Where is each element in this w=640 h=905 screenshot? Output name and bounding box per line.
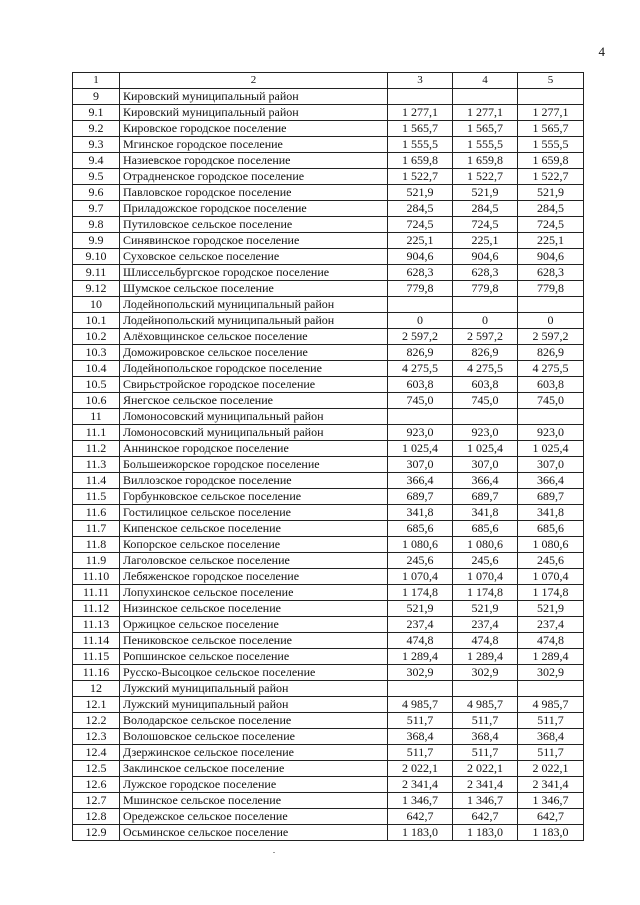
- scan-speck: [273, 852, 275, 853]
- row-col4-cell: 1 346,7: [453, 793, 518, 809]
- row-col5-cell: 245,6: [518, 553, 584, 569]
- row-col4-cell: 1 565,7: [453, 121, 518, 137]
- row-name-cell: Кировское городское поселение: [120, 121, 388, 137]
- row-col5-cell: 368,4: [518, 729, 584, 745]
- row-col4-cell: 689,7: [453, 489, 518, 505]
- row-col3-cell: 1 346,7: [388, 793, 453, 809]
- row-col5-cell: [518, 297, 584, 313]
- row-col4-cell: 511,7: [453, 745, 518, 761]
- row-col5-cell: 642,7: [518, 809, 584, 825]
- row-col5-cell: 904,6: [518, 249, 584, 265]
- table-row: [73, 601, 584, 617]
- row-col3-cell: [388, 297, 453, 313]
- row-col3-cell: 1 174,8: [388, 585, 453, 601]
- table-row: [73, 329, 584, 345]
- row-col5-cell: [518, 409, 584, 425]
- row-number-cell: 9.11: [73, 265, 120, 281]
- row-col3-cell: 1 659,8: [388, 153, 453, 169]
- row-name-cell: Алёховщинское сельское поселение: [120, 329, 388, 345]
- row-number-cell: 10: [73, 297, 120, 313]
- row-col5-cell: 2 597,2: [518, 329, 584, 345]
- row-col5-cell: 0: [518, 313, 584, 329]
- table-row: [73, 281, 584, 297]
- row-col5-cell: 628,3: [518, 265, 584, 281]
- row-name-cell: Кировский муниципальный район: [120, 105, 388, 121]
- row-col5-cell: 341,8: [518, 505, 584, 521]
- row-col4-cell: 1 025,4: [453, 441, 518, 457]
- row-col5-cell: 511,7: [518, 713, 584, 729]
- row-col3-cell: 1 277,1: [388, 105, 453, 121]
- row-number-cell: 12.7: [73, 793, 120, 809]
- row-name-cell: Янегское сельское поселение: [120, 393, 388, 409]
- row-number-cell: 11.6: [73, 505, 120, 521]
- row-col5-cell: 826,9: [518, 345, 584, 361]
- row-number-cell: 12.8: [73, 809, 120, 825]
- table-row: [73, 217, 584, 233]
- row-col3-cell: 4 985,7: [388, 697, 453, 713]
- row-name-cell: Шлиссельбургское городское поселение: [120, 265, 388, 281]
- row-col3-cell: 307,0: [388, 457, 453, 473]
- row-name-cell: Волошовское сельское поселение: [120, 729, 388, 745]
- row-number-cell: 12.1: [73, 697, 120, 713]
- row-col3-cell: 1 565,7: [388, 121, 453, 137]
- row-col4-cell: 237,4: [453, 617, 518, 633]
- row-col5-cell: 1 025,4: [518, 441, 584, 457]
- row-col4-cell: 474,8: [453, 633, 518, 649]
- table-row: [73, 345, 584, 361]
- row-col5-cell: 225,1: [518, 233, 584, 249]
- data-table: [72, 72, 584, 841]
- row-col3-cell: 779,8: [388, 281, 453, 297]
- row-name-cell: Лужский муниципальный район: [120, 681, 388, 697]
- row-number-cell: 9.5: [73, 169, 120, 185]
- row-number-cell: 11.5: [73, 489, 120, 505]
- row-col5-cell: 689,7: [518, 489, 584, 505]
- row-col3-cell: 603,8: [388, 377, 453, 393]
- row-col3-cell: 724,5: [388, 217, 453, 233]
- row-name-cell: Свирьстройское городское поселение: [120, 377, 388, 393]
- row-col4-cell: 603,8: [453, 377, 518, 393]
- row-col3-cell: 689,7: [388, 489, 453, 505]
- row-col3-cell: 511,7: [388, 713, 453, 729]
- row-col5-cell: 1 070,4: [518, 569, 584, 585]
- row-col5-cell: [518, 681, 584, 697]
- row-col4-cell: [453, 89, 518, 105]
- row-col4-cell: 341,8: [453, 505, 518, 521]
- row-name-cell: Лебяженское городское поселение: [120, 569, 388, 585]
- row-col4-cell: 2 597,2: [453, 329, 518, 345]
- row-col5-cell: 724,5: [518, 217, 584, 233]
- header-col-2: 2: [120, 73, 388, 89]
- row-col5-cell: 603,8: [518, 377, 584, 393]
- row-col5-cell: 474,8: [518, 633, 584, 649]
- table-row: [73, 457, 584, 473]
- table-row: [73, 537, 584, 553]
- row-col4-cell: 307,0: [453, 457, 518, 473]
- row-col3-cell: 1 070,4: [388, 569, 453, 585]
- row-name-cell: Приладожское городское поселение: [120, 201, 388, 217]
- row-col4-cell: 826,9: [453, 345, 518, 361]
- row-col3-cell: 284,5: [388, 201, 453, 217]
- row-col5-cell: 4 985,7: [518, 697, 584, 713]
- row-col3-cell: 642,7: [388, 809, 453, 825]
- table-row: [73, 633, 584, 649]
- row-col5-cell: 511,7: [518, 745, 584, 761]
- row-col3-cell: 923,0: [388, 425, 453, 441]
- row-number-cell: 11.10: [73, 569, 120, 585]
- table-row: [73, 377, 584, 393]
- row-number-cell: 12.6: [73, 777, 120, 793]
- row-name-cell: Лаголовское сельское поселение: [120, 553, 388, 569]
- row-col5-cell: 1 183,0: [518, 825, 584, 841]
- row-number-cell: 11.16: [73, 665, 120, 681]
- row-col4-cell: 302,9: [453, 665, 518, 681]
- row-number-cell: 12.4: [73, 745, 120, 761]
- row-col4-cell: 366,4: [453, 473, 518, 489]
- row-name-cell: Володарское сельское поселение: [120, 713, 388, 729]
- row-col4-cell: 1 659,8: [453, 153, 518, 169]
- row-name-cell: Лопухинское сельское поселение: [120, 585, 388, 601]
- row-col4-cell: 225,1: [453, 233, 518, 249]
- row-number-cell: 9.4: [73, 153, 120, 169]
- row-col4-cell: 4 985,7: [453, 697, 518, 713]
- row-number-cell: 11.13: [73, 617, 120, 633]
- table-row: [73, 505, 584, 521]
- row-name-cell: Путиловское сельское поселение: [120, 217, 388, 233]
- table-row: [73, 121, 584, 137]
- row-name-cell: Горбунковское сельское поселение: [120, 489, 388, 505]
- row-col4-cell: 1 183,0: [453, 825, 518, 841]
- row-number-cell: 12: [73, 681, 120, 697]
- row-col5-cell: 366,4: [518, 473, 584, 489]
- row-number-cell: 10.3: [73, 345, 120, 361]
- row-name-cell: Русско-Высоцкое сельское поселение: [120, 665, 388, 681]
- row-col3-cell: 341,8: [388, 505, 453, 521]
- row-col5-cell: 284,5: [518, 201, 584, 217]
- table-row: [73, 201, 584, 217]
- row-col3-cell: 302,9: [388, 665, 453, 681]
- row-col4-cell: 1 522,7: [453, 169, 518, 185]
- table-row: [73, 297, 584, 313]
- row-col3-cell: [388, 89, 453, 105]
- table-body: [73, 89, 584, 841]
- row-number-cell: 10.2: [73, 329, 120, 345]
- row-col3-cell: 628,3: [388, 265, 453, 281]
- row-col3-cell: 511,7: [388, 745, 453, 761]
- table-row: [73, 729, 584, 745]
- row-col5-cell: 1 174,8: [518, 585, 584, 601]
- row-col4-cell: [453, 409, 518, 425]
- row-col5-cell: 779,8: [518, 281, 584, 297]
- row-name-cell: Мшинское сельское поселение: [120, 793, 388, 809]
- row-number-cell: 11.12: [73, 601, 120, 617]
- row-col3-cell: 1 080,6: [388, 537, 453, 553]
- row-col5-cell: 1 277,1: [518, 105, 584, 121]
- row-name-cell: Пениковское сельское поселение: [120, 633, 388, 649]
- table-row: [73, 169, 584, 185]
- row-number-cell: 10.4: [73, 361, 120, 377]
- row-col5-cell: 1 565,7: [518, 121, 584, 137]
- row-col4-cell: 745,0: [453, 393, 518, 409]
- row-col3-cell: 745,0: [388, 393, 453, 409]
- row-name-cell: Копорское сельское поселение: [120, 537, 388, 553]
- row-name-cell: Шумское сельское поселение: [120, 281, 388, 297]
- row-number-cell: 9.12: [73, 281, 120, 297]
- row-number-cell: 9.6: [73, 185, 120, 201]
- row-col4-cell: 904,6: [453, 249, 518, 265]
- row-col4-cell: 642,7: [453, 809, 518, 825]
- table-row: [73, 713, 584, 729]
- row-col5-cell: [518, 89, 584, 105]
- row-col3-cell: 521,9: [388, 185, 453, 201]
- row-col5-cell: 307,0: [518, 457, 584, 473]
- row-number-cell: 12.9: [73, 825, 120, 841]
- row-number-cell: 9.1: [73, 105, 120, 121]
- table-row: [73, 553, 584, 569]
- table-row: [73, 569, 584, 585]
- row-name-cell: Кипенское сельское поселение: [120, 521, 388, 537]
- row-name-cell: Лодейнопольское городское поселение: [120, 361, 388, 377]
- table-row: [73, 441, 584, 457]
- row-col4-cell: 521,9: [453, 185, 518, 201]
- table-row: [73, 617, 584, 633]
- row-col5-cell: 1 555,5: [518, 137, 584, 153]
- row-name-cell: Лодейнопольский муниципальный район: [120, 313, 388, 329]
- row-name-cell: Павловское городское поселение: [120, 185, 388, 201]
- row-col3-cell: 237,4: [388, 617, 453, 633]
- table-row: [73, 313, 584, 329]
- row-name-cell: Мгинское городское поселение: [120, 137, 388, 153]
- row-col3-cell: 904,6: [388, 249, 453, 265]
- row-name-cell: Суховское сельское поселение: [120, 249, 388, 265]
- row-name-cell: Низинское сельское поселение: [120, 601, 388, 617]
- row-col4-cell: 1 174,8: [453, 585, 518, 601]
- table-row: [73, 361, 584, 377]
- row-col4-cell: 284,5: [453, 201, 518, 217]
- table-row: [73, 233, 584, 249]
- row-col5-cell: 521,9: [518, 601, 584, 617]
- row-col4-cell: 2 341,4: [453, 777, 518, 793]
- row-col3-cell: 2 022,1: [388, 761, 453, 777]
- row-col5-cell: 1 080,6: [518, 537, 584, 553]
- table-row: [73, 697, 584, 713]
- row-col3-cell: 366,4: [388, 473, 453, 489]
- row-number-cell: 11.4: [73, 473, 120, 489]
- row-col3-cell: 685,6: [388, 521, 453, 537]
- table-row: [73, 777, 584, 793]
- row-col4-cell: 0: [453, 313, 518, 329]
- row-col4-cell: 724,5: [453, 217, 518, 233]
- row-col3-cell: 4 275,5: [388, 361, 453, 377]
- row-number-cell: 9.8: [73, 217, 120, 233]
- row-col4-cell: 4 275,5: [453, 361, 518, 377]
- row-col5-cell: 302,9: [518, 665, 584, 681]
- row-col5-cell: 237,4: [518, 617, 584, 633]
- table-row: [73, 521, 584, 537]
- table-row: [73, 649, 584, 665]
- header-row: [73, 73, 584, 89]
- row-name-cell: Большеижорское городское поселение: [120, 457, 388, 473]
- table-row: [73, 473, 584, 489]
- table-row: [73, 793, 584, 809]
- row-col3-cell: 474,8: [388, 633, 453, 649]
- header-col-5: 5: [518, 73, 584, 89]
- row-col5-cell: 2 341,4: [518, 777, 584, 793]
- row-name-cell: Дзержинское сельское поселение: [120, 745, 388, 761]
- row-col5-cell: 2 022,1: [518, 761, 584, 777]
- table-row: [73, 89, 584, 105]
- row-number-cell: 9.3: [73, 137, 120, 153]
- row-col3-cell: 1 555,5: [388, 137, 453, 153]
- table-row: [73, 681, 584, 697]
- row-col5-cell: 1 522,7: [518, 169, 584, 185]
- row-number-cell: 9.9: [73, 233, 120, 249]
- row-col4-cell: 521,9: [453, 601, 518, 617]
- row-name-cell: Оржицкое сельское поселение: [120, 617, 388, 633]
- row-number-cell: 11.7: [73, 521, 120, 537]
- row-col4-cell: 245,6: [453, 553, 518, 569]
- row-name-cell: Лодейнопольский муниципальный район: [120, 297, 388, 313]
- row-col4-cell: 1 277,1: [453, 105, 518, 121]
- row-number-cell: 11.1: [73, 425, 120, 441]
- row-col3-cell: 0: [388, 313, 453, 329]
- row-col4-cell: [453, 297, 518, 313]
- row-col4-cell: 1 070,4: [453, 569, 518, 585]
- row-name-cell: Оредежское сельское поселение: [120, 809, 388, 825]
- row-col4-cell: 511,7: [453, 713, 518, 729]
- row-col5-cell: 685,6: [518, 521, 584, 537]
- row-col3-cell: 521,9: [388, 601, 453, 617]
- row-number-cell: 9.2: [73, 121, 120, 137]
- row-col4-cell: 2 022,1: [453, 761, 518, 777]
- row-col5-cell: 4 275,5: [518, 361, 584, 377]
- row-number-cell: 11.14: [73, 633, 120, 649]
- table-row: [73, 137, 584, 153]
- row-number-cell: 12.3: [73, 729, 120, 745]
- table-row: [73, 393, 584, 409]
- row-number-cell: 9.7: [73, 201, 120, 217]
- row-col3-cell: [388, 681, 453, 697]
- table-row: [73, 425, 584, 441]
- row-col4-cell: 628,3: [453, 265, 518, 281]
- row-col4-cell: 1 289,4: [453, 649, 518, 665]
- row-name-cell: Кировский муниципальный район: [120, 89, 388, 105]
- row-name-cell: Заклинское сельское поселение: [120, 761, 388, 777]
- row-col4-cell: 779,8: [453, 281, 518, 297]
- row-name-cell: Ропшинское сельское поселение: [120, 649, 388, 665]
- row-col5-cell: 923,0: [518, 425, 584, 441]
- table-row: [73, 745, 584, 761]
- row-col3-cell: 1 025,4: [388, 441, 453, 457]
- row-col3-cell: 225,1: [388, 233, 453, 249]
- row-col4-cell: 368,4: [453, 729, 518, 745]
- row-name-cell: Ломоносовский муниципальный район: [120, 425, 388, 441]
- row-name-cell: Ломоносовский муниципальный район: [120, 409, 388, 425]
- table-row: [73, 761, 584, 777]
- row-col4-cell: [453, 681, 518, 697]
- row-col3-cell: 826,9: [388, 345, 453, 361]
- table-row: [73, 665, 584, 681]
- table-row: [73, 249, 584, 265]
- row-number-cell: 12.2: [73, 713, 120, 729]
- row-number-cell: 11.9: [73, 553, 120, 569]
- table-row: [73, 809, 584, 825]
- row-name-cell: Лужское городское поселение: [120, 777, 388, 793]
- row-number-cell: 11: [73, 409, 120, 425]
- row-col4-cell: 1 555,5: [453, 137, 518, 153]
- row-col3-cell: 1 522,7: [388, 169, 453, 185]
- table-row: [73, 489, 584, 505]
- row-name-cell: Осьминское сельское поселение: [120, 825, 388, 841]
- table-row: [73, 105, 584, 121]
- header-col-1: 1: [73, 73, 120, 89]
- row-number-cell: 11.3: [73, 457, 120, 473]
- table-row: [73, 585, 584, 601]
- table-row: [73, 185, 584, 201]
- row-col3-cell: 245,6: [388, 553, 453, 569]
- row-col3-cell: 1 289,4: [388, 649, 453, 665]
- row-number-cell: 12.5: [73, 761, 120, 777]
- row-number-cell: 11.15: [73, 649, 120, 665]
- row-col4-cell: 923,0: [453, 425, 518, 441]
- row-name-cell: Лужский муниципальный район: [120, 697, 388, 713]
- row-col5-cell: 521,9: [518, 185, 584, 201]
- row-number-cell: 10.6: [73, 393, 120, 409]
- table-row: [73, 409, 584, 425]
- table-row: [73, 265, 584, 281]
- row-col3-cell: 1 183,0: [388, 825, 453, 841]
- row-number-cell: 9: [73, 89, 120, 105]
- row-name-cell: Синявинское городское поселение: [120, 233, 388, 249]
- row-number-cell: 11.8: [73, 537, 120, 553]
- row-col4-cell: 685,6: [453, 521, 518, 537]
- row-col3-cell: 368,4: [388, 729, 453, 745]
- row-name-cell: Аннинское городское поселение: [120, 441, 388, 457]
- row-name-cell: Гостилицкое сельское поселение: [120, 505, 388, 521]
- table-row: [73, 825, 584, 841]
- row-number-cell: 9.10: [73, 249, 120, 265]
- row-col5-cell: 1 289,4: [518, 649, 584, 665]
- row-name-cell: Виллозское городское поселение: [120, 473, 388, 489]
- row-col5-cell: 1 659,8: [518, 153, 584, 169]
- row-number-cell: 10.1: [73, 313, 120, 329]
- row-col4-cell: 1 080,6: [453, 537, 518, 553]
- row-name-cell: Назиевское городское поселение: [120, 153, 388, 169]
- row-col3-cell: 2 341,4: [388, 777, 453, 793]
- table-row: [73, 153, 584, 169]
- page-number: 4: [598, 44, 605, 59]
- row-name-cell: Доможировское сельское поселение: [120, 345, 388, 361]
- row-number-cell: 11.11: [73, 585, 120, 601]
- row-col3-cell: [388, 409, 453, 425]
- row-col3-cell: 2 597,2: [388, 329, 453, 345]
- header-col-3: 3: [388, 73, 453, 89]
- header-col-4: 4: [453, 73, 518, 89]
- row-col5-cell: 1 346,7: [518, 793, 584, 809]
- row-number-cell: 10.5: [73, 377, 120, 393]
- row-number-cell: 11.2: [73, 441, 120, 457]
- row-col5-cell: 745,0: [518, 393, 584, 409]
- row-name-cell: Отрадненское городское поселение: [120, 169, 388, 185]
